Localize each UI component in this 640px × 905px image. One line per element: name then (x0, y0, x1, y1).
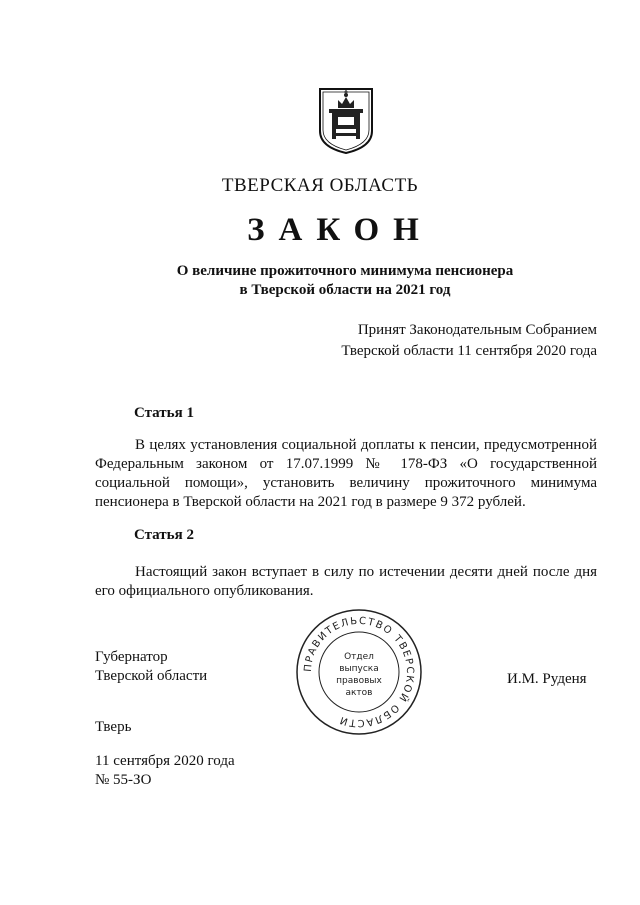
stamp-ring-text: ПРАВИТЕЛЬСТВО ТВЕРСКОЙ ОБЛАСТИ (302, 615, 416, 729)
signatory-title-line2: Тверской области (95, 668, 208, 684)
law-number: № 55-ЗО (95, 772, 152, 788)
tver-coat-of-arms-icon (318, 87, 374, 155)
article-1-text: В целях установления социальной доплаты к пенсии, предусмотренной Федеральным законом от 17.07.1999 № 178-ФЗ «О государственной социальной помощи», установить величину прожиточного минимума пенсионера в Тверской области на 2021 год в размере 9 372 рублей. (95, 437, 597, 510)
stamp-center-line3: правовых (336, 676, 382, 686)
article-1-heading: Статья 1 (134, 405, 194, 421)
article-2-text: Настоящий закон вступает в силу по истечении десяти дней после дня его официального опубликования. (95, 564, 597, 599)
law-subject (0, 262, 640, 300)
stamp-center-line4: актов (345, 688, 373, 698)
law-subject-line2: в Тверской области на 2021 год (239, 282, 451, 298)
adoption-line1: Принят Законодательным Собранием (357, 322, 597, 338)
stamp-center-line1: Отдел (344, 652, 374, 662)
stamp-center-line2: выпуска (339, 664, 379, 674)
signatory-title (95, 648, 207, 686)
region-name: ТВЕРСКАЯ ОБЛАСТЬ (221, 175, 419, 196)
signatory-name: И.М. Руденя (507, 671, 587, 687)
document-type-title: ЗАКОН (247, 212, 433, 248)
adoption-line2: Тверской области 11 сентября 2020 года (341, 343, 597, 359)
signing-date: 11 сентября 2020 года (95, 753, 235, 769)
article-2-heading: Статья 2 (134, 527, 194, 543)
adoption-info (341, 320, 597, 362)
place-of-signing: Тверь (95, 719, 132, 735)
official-stamp (294, 607, 424, 737)
signatory-title-line1: Губернатор (95, 649, 168, 665)
law-subject-line1: О величине прожиточного минимума пенсионера (176, 263, 514, 279)
